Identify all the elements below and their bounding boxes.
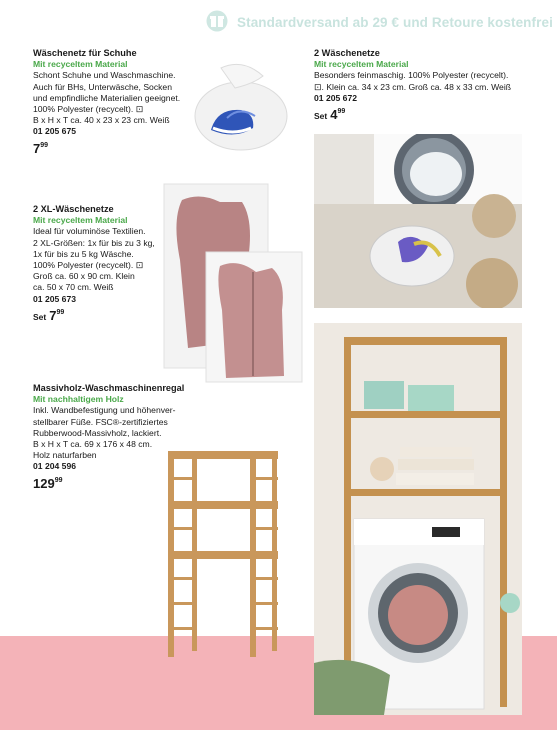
shoe-net-image [183,58,295,154]
product-title: Wäschenetz für Schuhe [33,48,137,58]
product-title: 2 Wäschenetze [314,48,380,58]
price: $7^{99}$ [33,140,49,156]
article-number: 01 205 673 [33,293,77,304]
wash-care-icon: ⊡ [135,260,144,271]
wooden-shelf-image [160,447,284,659]
product-xl-nets [33,204,163,323]
product-description: Schont Schuhe und Waschmaschine. Auch für BHs, Unterwäsche, Socken und empfindliche Materialien geeignet. 100% Polyester (recycelt). ⊡ B x H x T ca. 40 x 23 x 23 cm. Weiß [33,70,181,126]
product-subtitle: Mit recyceltem Material [314,59,409,70]
product-subtitle: Mit recyceltem Material [33,215,128,226]
product-description: Besonders feinmaschig. 100% Polyester (recycelt). ⊡. Klein ca. 34 x 23 cm. Groß ca. 48 x 33 cm. Weiß [314,70,511,92]
wash-care-icon: ⊡ [135,104,144,115]
product-description: Ideal für voluminöse Textilien. 2 XL-Größen: 1x für bis zu 3 kg, 1x für bis zu 5 kg Wäsche. 100% Polyester (recycelt). ⊡ Groß ca. 60 x 90 cm. Klein ca. 50 x 70 cm. Weiß [33,226,155,293]
truck-gift-icon [205,10,229,35]
product-title: 2 XL-Wäschenetze [33,204,114,214]
washer-shelf-scene-image [314,323,522,715]
article-number: 01 205 672 [314,92,358,103]
article-number: 01 204 596 [33,461,77,472]
price: Set $4^{99}$ [314,107,346,123]
price: Set $7^{99}$ [33,307,65,323]
product-description: Inkl. Wandbefestigung und höhenver- stellbarer Füße. FSC®-zertifiziertes Rubberwood-Massivholz, lackiert. B x H x T ca. 69 x 176 x 48 cm. Holz naturfarben [33,405,176,461]
banner-text: Standardversand ab 29 € und Retoure kostenfrei [237,14,553,30]
product-shoe-net [33,48,188,154]
shipping-banner [205,9,553,35]
wash-care-icon: ⊡ [314,81,322,92]
product-title: Massivholz-Waschmaschinenregal [33,383,185,393]
washer-nets-image [314,134,522,308]
price: $129^{99}$ [33,475,63,491]
article-number: 01 205 675 [33,126,77,137]
product-two-nets [314,48,544,122]
product-subtitle: Mit recyceltem Material [33,59,128,70]
product-subtitle: Mit nachhaltigem Holz [33,394,124,405]
xl-nets-image [160,180,306,388]
